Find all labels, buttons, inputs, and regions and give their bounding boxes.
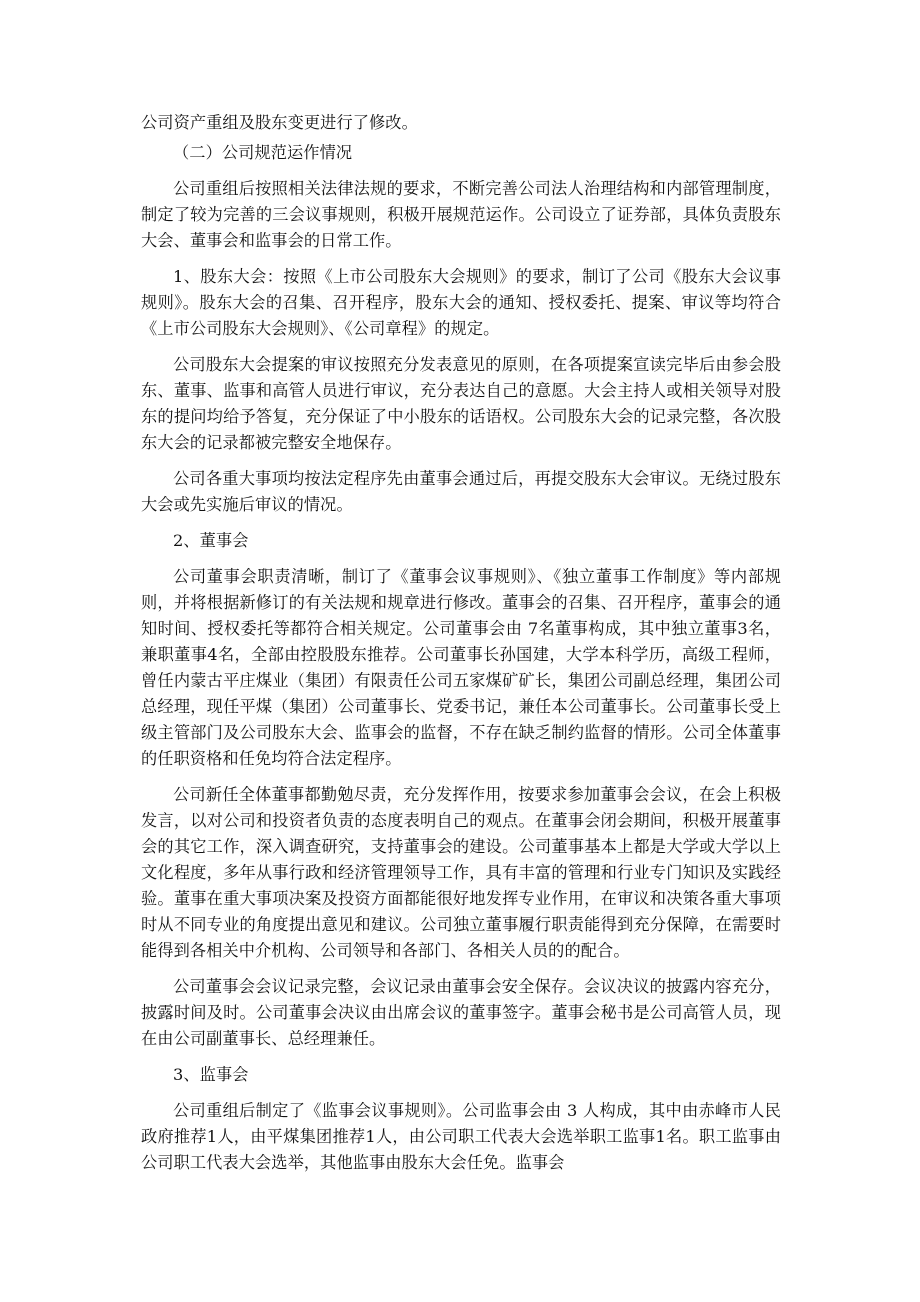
paragraph-board-duties: 公司董事会职责清晰，制订了《董事会议事规则》、《独立董事工作制度》等内部规则，并将根据新修订的有关法规和规章进行修改。董事会的召集、召开程序，董事会的通知时间、授权委托等都符合相关规定。公司董事会由 7名董事构成，其中独立董事3名，兼职董事4名，全部由控股股东推荐。公司董事长孙国建，大学本科学历，高级工程师，曾任内蒙古平庄煤业（集团）有限责任公司五家煤矿矿长，集团公司副总经理，集团公司总经理，现任平煤（集团）公司董事长、党委书记，兼任本公司董事长。公司董事长受上级主管部门及公司股东大会、监事会的监督，不存在缺乏制约监督的情形。公司全体董事的任职资格和任免均符合法定程序。 [141,567,781,768]
paragraph-supervisory-board: 公司重组后制定了《监事会议事规则》。公司监事会由 3 人构成，其中由赤峰市人民政府推荐1人，由平煤集团推荐1人，由公司职工代表大会选举职工监事1名。职工监事由公司职工代表大会选举，其他监事由股东大会任免。监事会 [141,1101,781,1172]
paragraph-restructuring: 公司重组后按照相关法律法规的要求，不断完善公司法人治理结构和内部管理制度，制定了较为完善的三会议事规则，积极开展规范运作。公司设立了证券部，具体负责股东大会、董事会和监事会的日常工作。 [141,179,781,250]
paragraph-directors-diligence: 公司新任全体董事都勤勉尽责，充分发挥作用，按要求参加董事会会议，在会上积极发言，以对公司和投资者负责的态度表明自己的观点。在董事会闭会期间，积极开展董事会的其它工作，深入调查研究，支持董事会的建设。公司董事基本上都是大学或大学以上文化程度，多年从事行政和经济管理领导工作，具有丰富的管理和行业专门知识及实践经验。董事在重大事项决案及投资方面都能很好地发挥专业作用，在审议和决策各重大事项时从不同专业的角度提出意见和建议。公司独立董事履行职责能得到充分保障，在需要时能得到各相关中介机构、公司领导和各部门、各相关人员的的配合。 [141,785,781,960]
paragraph-continuation: 公司资产重组及股东变更进行了修改。 [141,113,418,132]
section-heading-standard-operation: （二）公司规范运作情况 [173,143,353,162]
paragraph-shareholders-meeting: 1、股东大会：按照《上市公司股东大会规则》的要求，制订了公司《股东大会议事规则》。股东大会的召集、召开程序，股东大会的通知、授权委托、提案、审议等均符合《上市公司股东大会规则》、《公司章程》的规定。 [141,267,781,338]
paragraph-major-matters: 公司各重大事项均按法定程序先由董事会通过后，再提交股东大会审议。无绕过股东大会或先实施后审议的情况。 [141,469,781,514]
section-heading-board: 2、董事会 [173,531,249,550]
paragraph-board-records: 公司董事会会议记录完整，会议记录由董事会安全保存。会议决议的披露内容充分，披露时间及时。公司董事会决议由出席会议的董事签字。董事会秘书是公司高管人员，现在由公司副董事长、总经理兼任。 [141,977,781,1048]
paragraph-proposal-review: 公司股东大会提案的审议按照充分发表意见的原则，在各项提案宣读完毕后由参会股东、董事、监事和高管人员进行审议，充分表达自己的意愿。大会主持人或相关领导对股东的提问均给予答复，充分保证了中小股东的话语权。公司股东大会的记录完整，各次股东大会的记录都被完整安全地保存。 [141,355,781,452]
section-heading-supervisors: 3、监事会 [173,1065,249,1084]
document-body [141,110,781,1176]
